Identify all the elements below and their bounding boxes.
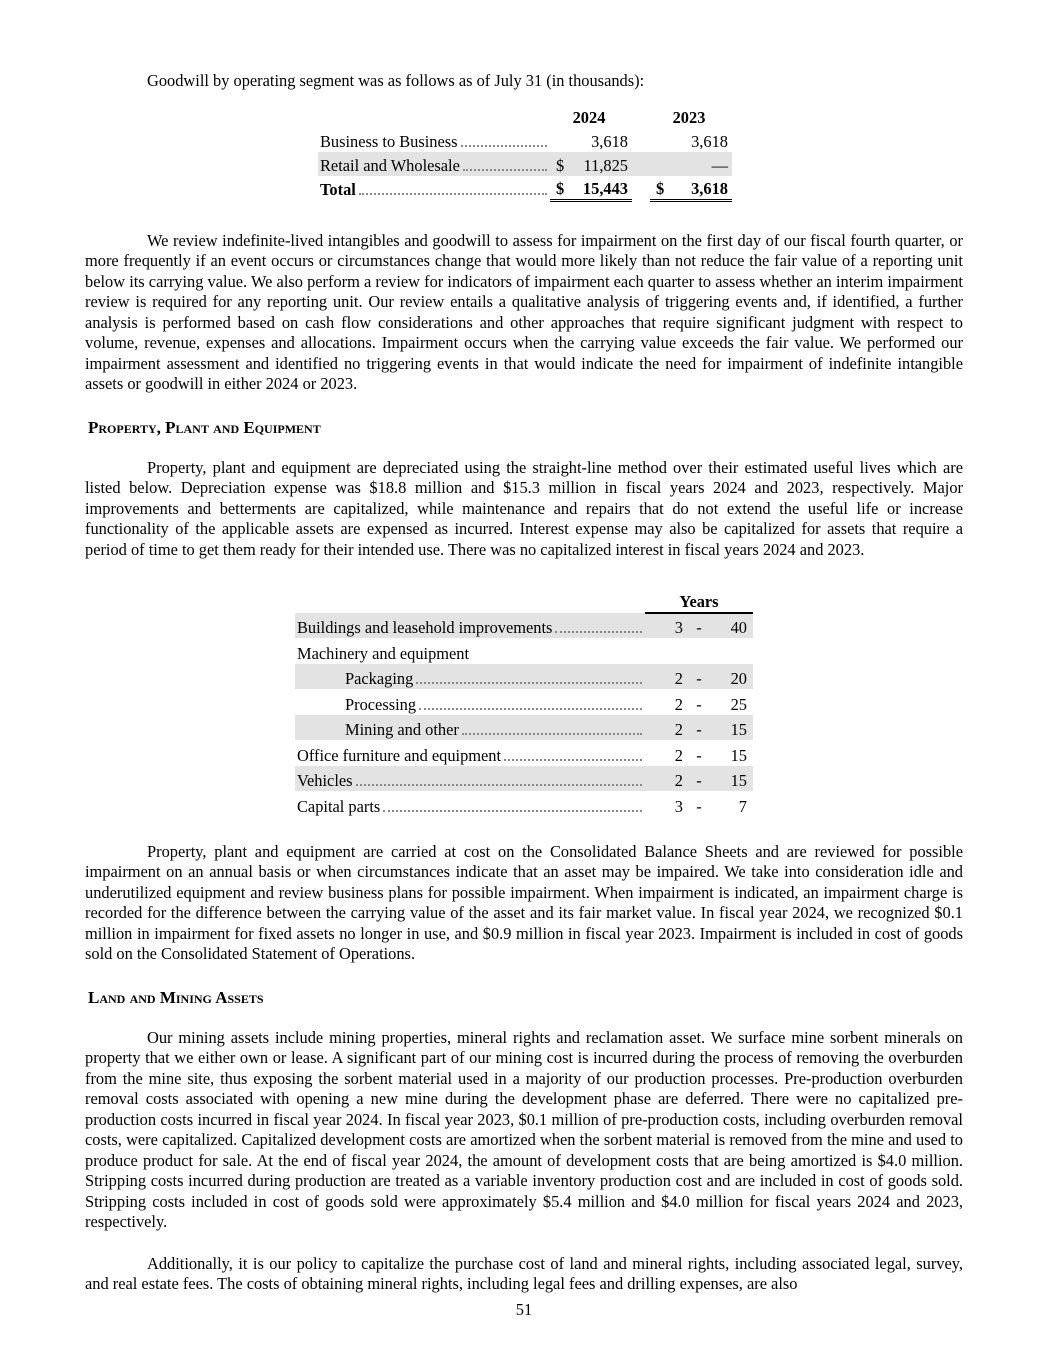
row-label: Buildings and leasehold improvements [297,618,553,637]
dollar-sign: $ [550,176,572,200]
table-row-total [318,176,732,200]
value-2024: 15,443 [572,176,632,200]
dollar-sign: $ [550,152,572,176]
range-dash [685,638,713,664]
table-row [295,715,753,741]
years-max: 25 [730,694,747,714]
dollar-sign: $ [650,176,672,200]
table-row [295,740,753,766]
years-min: 2 [645,715,685,741]
years-max: 15 [730,745,747,765]
row-label: Machinery and equipment [297,643,470,663]
dot-leader [463,169,547,171]
years-min: 2 [674,745,683,765]
section-heading-ppe: Property, Plant and Equipment [88,417,321,437]
row-label: Mining and other [345,720,459,739]
years-header-row [295,587,753,613]
years-max: 40 [713,613,753,639]
row-label: Office furniture and equipment [297,745,502,765]
dot-leader [504,759,642,761]
value-2023: — [672,152,732,176]
years-col-header: Years [645,587,753,613]
dot-leader [416,682,642,684]
range-dash: - [685,715,713,741]
table-row [318,152,732,176]
row-label: Total [320,180,356,199]
table-row [295,689,753,715]
table-row [295,613,753,639]
paragraph-ppe-depreciation: Property, plant and equipment are depreciated using the straight-line method over their estimated useful lives which are listed below. Depreciation expense was $18.8 million and $15.3 million in fiscal years 2024 and 2023, respectively. Major improvements and betterments are capitalized, while maintenance and repairs that do not extend the useful life or increase functionality of the applicable assets are expensed as incurred. Interest expense may also be capitalized for assets that require a period of time to get them ready for their intended use. There was no capitalized interest in fiscal years 2024 and 2023. [85,457,963,559]
section-heading-land: Land and Mining Assets [88,987,264,1007]
years-max: 15 [713,715,753,741]
table-row [295,638,753,664]
dot-leader [462,733,642,735]
table-row [318,128,732,152]
table-row [295,766,753,792]
range-dash: - [696,745,702,765]
dot-leader [555,631,642,633]
years-max [713,638,753,664]
years-max: 20 [713,664,753,690]
years-min: 3 [645,613,685,639]
row-label: Retail and Wholesale [320,156,460,175]
row-label: Business to Business [320,132,458,151]
paragraph-land-capitalize: Additionally, it is our policy to capitalize the purchase cost of land and mineral rights, including associated legal, survey, and real estate fees. The costs of obtaining mineral rights, including legal fees and drilling expenses, are also [85,1253,963,1293]
years-max: 15 [713,766,753,792]
years-min [645,638,685,664]
value-2024: 3,618 [591,132,628,151]
dollar-sign [650,152,672,176]
years-min: 3 [674,796,683,816]
value-2023: 3,618 [691,132,728,151]
dollar-sign [550,128,572,152]
row-label: Capital parts [297,796,381,816]
value-2024: 11,825 [572,152,632,176]
paragraph-mining-assets: Our mining assets include mining properties, mineral rights and reclamation asset. We surface mine sorbent minerals on property that we either own or lease. A significant part of our mining cost is incurred during the process of removing the overburden from the mine site, thus exposing the sorbent material used in a majority of our production processes. Pre-production overburden removal costs associated with opening a new mine during the development phase are deferred. There were no capitalized pre-production costs incurred in fiscal year 2024. In fiscal year 2023, $0.1 million of pre-production costs, including overburden removal costs, were capitalized. Capitalized development costs are amortized when the sorbent material is removed from the mine and used to produce product for sale. At the end of fiscal year 2024, the amount of development costs that are being amortized is $4.0 million. Stripping costs incurred during production are treated as a variable inventory production cost and are included in cost of goods sold. Stripping costs included in cost of goods sold were approximately $5.4 million and $4.0 million for fiscal years 2024 and 2023, respectively. [85,1027,963,1231]
years-min: 2 [674,694,683,714]
paragraph-ppe-carrying: Property, plant and equipment are carried at cost on the Consolidated Balance Sheets and are reviewed for possible impairment on an annual basis or when circumstances indicate that an asset may be impaired. We take into consideration idle and underutilized equipment and review business plans for possible impairment. When impairment is indicated, an impairment charge is recorded for the difference between the carrying value of the asset and its fair market value. In fiscal year 2024, we recognized $0.1 million in impairment for fixed assets no longer in use, and $0.9 million in fiscal year 2023. Impairment is included in cost of goods sold on the Consolidated Statement of Operations. [85,841,963,963]
goodwill-col-header-2024: 2024 [572,108,606,127]
years-min: 2 [645,664,685,690]
dot-leader [359,193,547,195]
page-number: 51 [515,1300,533,1319]
years-max: 7 [738,796,747,816]
range-dash: - [685,613,713,639]
dot-leader [461,145,547,147]
dot-leader [383,810,642,812]
dot-leader [356,784,642,786]
range-dash: - [696,694,702,714]
paragraph-goodwill-review: We review indefinite-lived intangibles and goodwill to assess for impairment on the first day of our fiscal fourth quarter, or more frequently if an event occurs or circumstances change that would more likely than not reduce the fair value of a reporting unit below its carrying value. We also perform a review for indicators of impairment each quarter to assess whether an interim impairment review is required for any reporting unit. Our review entails a qualitative analysis of triggering events and, if identified, a further analysis is performed based on cash flow considerations and other approaches that require significant judgment with respect to volume, revenue, expenses and allocations. Impairment occurs when the carrying value exceeds the fair value. We performed our impairment assessment and identified no triggering events in that would indicate the need for impairment of indefinite intangible assets or goodwill in either 2024 or 2023. [85,230,963,393]
useful-lives-table [295,587,753,817]
goodwill-col-header-2023: 2023 [672,108,706,127]
range-dash: - [685,664,713,690]
dollar-sign [650,128,672,152]
row-label: Processing [345,694,417,714]
row-label: Packaging [345,669,414,688]
range-dash: - [696,796,702,816]
range-dash: - [685,766,713,792]
dot-leader [419,708,642,710]
goodwill-table [318,104,732,202]
goodwill-intro-text: Goodwill by operating segment was as follows as of July 31 (in thousands): [147,71,645,90]
table-row [295,791,753,817]
value-2023: 3,618 [672,176,732,200]
years-min: 2 [645,766,685,792]
goodwill-header-row [318,104,732,128]
table-row [295,664,753,690]
row-label: Vehicles [297,771,353,790]
